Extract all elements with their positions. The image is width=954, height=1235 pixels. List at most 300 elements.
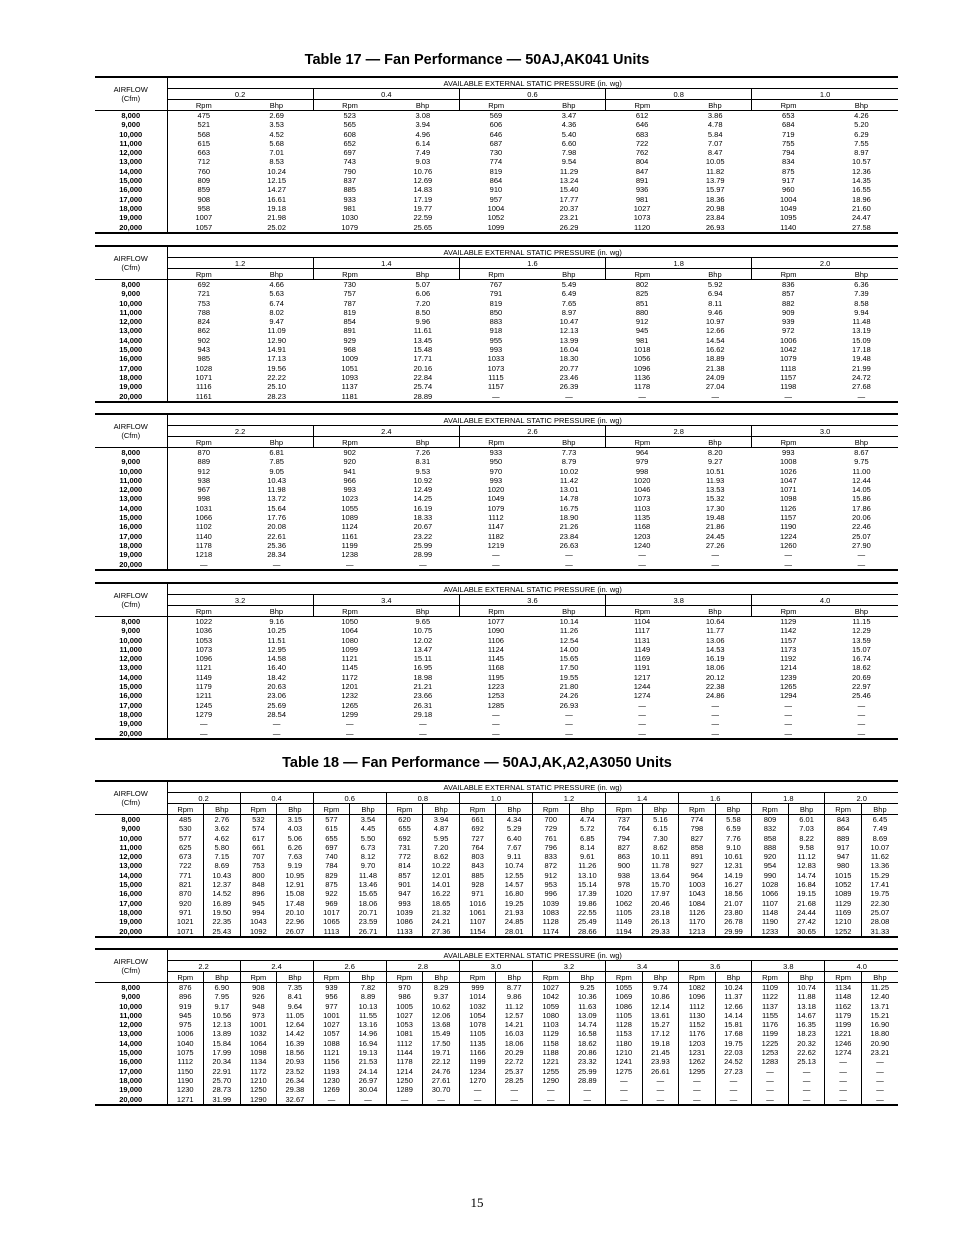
- table-row: [95, 626, 898, 635]
- bhp-cell: 14.78: [559, 494, 579, 504]
- bhp-cell: 16.35: [788, 1020, 825, 1029]
- bhp-cell: 9.10: [715, 843, 752, 852]
- bhp-cell: 20.71: [350, 908, 387, 917]
- rpm-cell: —: [459, 729, 532, 739]
- rpm-cell: 908: [240, 983, 277, 993]
- rpm-cell: 1194: [606, 927, 643, 937]
- bhp-cell: 10.05: [705, 157, 725, 167]
- rpm-cell: 1080: [532, 1011, 569, 1020]
- bhp-cell: 21.98: [267, 213, 287, 223]
- rpm-cell: 1081: [386, 1029, 423, 1038]
- rpm-cell: 1203: [679, 1039, 716, 1048]
- rpm-cell: 978: [606, 880, 643, 889]
- bhp-cell: 14.35: [852, 176, 871, 186]
- airflow-value: 15,000: [95, 513, 167, 522]
- table-row: [95, 522, 898, 531]
- bhp-cell: 13.06: [705, 635, 725, 645]
- bhp-cell: 6.73: [350, 843, 387, 852]
- rpm-cell: 872: [532, 861, 569, 870]
- rpm-cell: 1027: [386, 1011, 423, 1020]
- bhp-header: Bhp: [788, 972, 825, 983]
- rpm-cell: 1157: [780, 635, 797, 645]
- static-pressure-header: AVAILABLE EXTERNAL STATIC PRESSURE (in. wg): [167, 949, 898, 961]
- rpm-cell: —: [492, 719, 500, 729]
- bhp-cell: 16.94: [350, 1039, 387, 1048]
- bhp-cell: 20.46: [642, 899, 679, 908]
- pressure-column-header: 1.6: [459, 258, 605, 269]
- rpm-header: Rpm: [313, 972, 350, 983]
- bhp-cell: 30.04: [350, 1085, 387, 1094]
- bhp-cell: 24.86: [705, 691, 725, 701]
- rpm-cell: 1020: [633, 475, 651, 485]
- rpm-cell: 1096: [195, 654, 213, 664]
- bhp-cell: —: [569, 1095, 606, 1105]
- airflow-label: AIRFLOW: [113, 789, 148, 798]
- rpm-cell: 574: [240, 824, 277, 833]
- rpm-cell: 1069: [606, 992, 643, 1001]
- rpm-cell: 740: [313, 852, 350, 861]
- rpm-cell: 1211: [195, 691, 212, 701]
- rpm-cell: 1271: [167, 1095, 204, 1105]
- bhp-cell: 3.54: [350, 815, 387, 825]
- bhp-cell: 15.48: [413, 345, 433, 355]
- bhp-cell: 10.76: [413, 166, 433, 176]
- table-row: [95, 899, 898, 908]
- bhp-cell: 27.26: [705, 540, 725, 550]
- rpm-cell: 1001: [313, 1011, 350, 1020]
- rpm-cell: 1118: [780, 363, 797, 373]
- bhp-cell: 14.05: [852, 485, 871, 495]
- bhp-cell: 19.13: [350, 1048, 387, 1057]
- airflow-value: 11,000: [95, 645, 167, 654]
- pressure-column-header: 0.6: [459, 89, 605, 100]
- bhp-cell: 7.26: [415, 448, 431, 457]
- bhp-cell: 14.25: [413, 494, 433, 504]
- rpm-cell: 920: [167, 899, 204, 908]
- rpm-cell: 998: [635, 466, 649, 476]
- rpm-cell: 764: [606, 824, 643, 833]
- bhp-cell: 16.90: [861, 1020, 898, 1029]
- bhp-cell: 16.40: [267, 663, 287, 673]
- rpm-cell: 1289: [386, 1085, 423, 1094]
- rpm-cell: 1027: [532, 983, 569, 993]
- airflow-value: 10,000: [95, 467, 167, 476]
- rpm-cell: 1174: [532, 927, 569, 937]
- bhp-cell: 10.02: [559, 466, 579, 476]
- rpm-cell: 947: [825, 852, 862, 861]
- bhp-cell: 18.36: [705, 194, 725, 204]
- bhp-header: Bhp: [679, 437, 752, 448]
- bhp-cell: 8.69: [204, 861, 241, 870]
- rpm-cell: 968: [343, 345, 356, 355]
- airflow-value: 16,000: [95, 354, 167, 363]
- table-17-block-4: [95, 582, 898, 740]
- rpm-cell: 1178: [634, 382, 651, 392]
- rpm-cell: 920: [343, 457, 356, 467]
- bhp-cell: 7.15: [204, 852, 241, 861]
- rpm-cell: 1107: [752, 899, 789, 908]
- rpm-cell: —: [752, 1076, 789, 1085]
- bhp-cell: 9.94: [854, 307, 869, 317]
- bhp-cell: 13.36: [861, 861, 898, 870]
- table-row: [95, 880, 898, 889]
- bhp-cell: 7.55: [854, 138, 869, 148]
- bhp-header: Bhp: [423, 972, 460, 983]
- bhp-cell: 14.53: [705, 644, 725, 654]
- bhp-cell: —: [386, 560, 459, 570]
- rpm-cell: 1131: [634, 635, 651, 645]
- bhp-cell: —: [423, 1095, 460, 1105]
- bhp-cell: 13.59: [852, 635, 871, 645]
- airflow-value: 18,000: [95, 710, 167, 719]
- bhp-cell: 7.20: [423, 843, 460, 852]
- rpm-cell: 1156: [313, 1057, 350, 1066]
- rpm-cell: 971: [459, 889, 496, 898]
- rpm-cell: 864: [489, 176, 503, 186]
- rpm-cell: 848: [240, 880, 277, 889]
- bhp-cell: 19.48: [705, 513, 725, 523]
- airflow-value: 20,000: [95, 560, 167, 570]
- bhp-cell: 14.54: [705, 335, 725, 345]
- table-row: [95, 691, 898, 700]
- bhp-cell: 12.40: [861, 992, 898, 1001]
- bhp-cell: 9.53: [415, 466, 431, 476]
- rpm-cell: 1178: [195, 540, 212, 550]
- bhp-cell: 29.18: [413, 709, 433, 719]
- bhp-cell: 20.06: [852, 513, 871, 523]
- rpm-cell: 1054: [459, 1011, 496, 1020]
- table-row: [95, 280, 898, 290]
- bhp-cell: 22.97: [852, 682, 871, 692]
- rpm-cell: 772: [386, 852, 423, 861]
- bhp-cell: 25.46: [852, 691, 871, 701]
- bhp-cell: 3.62: [204, 824, 241, 833]
- table-row: [95, 645, 898, 654]
- rpm-cell: 697: [313, 843, 350, 852]
- bhp-cell: 6.49: [561, 289, 577, 299]
- rpm-cell: 829: [313, 871, 350, 880]
- bhp-cell: 23.59: [350, 917, 387, 926]
- bhp-cell: 13.46: [350, 880, 387, 889]
- bhp-header: Bhp: [861, 972, 898, 983]
- rpm-cell: 661: [240, 843, 277, 852]
- rpm-cell: 1178: [386, 1057, 423, 1066]
- table-row: [95, 1011, 898, 1020]
- bhp-cell: 22.46: [852, 522, 871, 532]
- table-row: [95, 636, 898, 645]
- bhp-cell: 13.18: [788, 1002, 825, 1011]
- airflow-value: 15,000: [95, 345, 167, 354]
- airflow-value: 16,000: [95, 185, 167, 194]
- bhp-cell: 11.88: [788, 992, 825, 1001]
- rpm-cell: 1221: [532, 1057, 569, 1066]
- airflow-value: 14,000: [95, 871, 167, 880]
- table-row: [95, 326, 898, 335]
- rpm-cell: 1073: [487, 363, 505, 373]
- bhp-cell: 28.01: [496, 927, 533, 937]
- rpm-cell: 1053: [195, 635, 213, 645]
- rpm-cell: 1223: [487, 682, 505, 692]
- bhp-cell: 15.11: [413, 654, 432, 664]
- rpm-cell: 891: [635, 176, 649, 186]
- bhp-cell: 10.24: [715, 983, 752, 993]
- rpm-cell: 1039: [386, 908, 423, 917]
- bhp-cell: 20.10: [277, 908, 314, 917]
- table-row: [95, 824, 898, 833]
- bhp-cell: 5.49: [561, 280, 577, 289]
- table-row: [95, 157, 898, 166]
- rpm-cell: 889: [825, 834, 862, 843]
- rpm-cell: 1071: [195, 372, 213, 382]
- bhp-cell: 8.89: [350, 992, 387, 1001]
- bhp-cell: 5.07: [415, 280, 431, 289]
- bhp-cell: 7.07: [707, 138, 723, 148]
- bhp-cell: 23.32: [569, 1057, 606, 1066]
- bhp-cell: 5.92: [707, 280, 723, 289]
- rpm-cell: 1113: [313, 927, 350, 937]
- airflow-value: 9,000: [95, 626, 167, 635]
- bhp-cell: 16.19: [705, 654, 725, 664]
- rpm-cell: 912: [532, 871, 569, 880]
- pressure-column-header: 3.2: [167, 595, 313, 606]
- bhp-cell: 8.11: [708, 298, 723, 308]
- rpm-cell: 1028: [195, 363, 213, 373]
- pressure-column-header: 3.6: [459, 595, 605, 606]
- bhp-cell: —: [419, 719, 427, 729]
- bhp-cell: 16.80: [496, 889, 533, 898]
- bhp-cell: 8.97: [561, 307, 577, 317]
- rpm-cell: 1193: [313, 1067, 350, 1076]
- bhp-cell: —: [861, 1067, 898, 1076]
- bhp-cell: 4.96: [415, 129, 431, 139]
- bhp-cell: 12.66: [705, 326, 725, 336]
- rpm-header: Rpm: [752, 972, 789, 983]
- bhp-cell: 10.22: [423, 861, 460, 870]
- airflow-value: 20,000: [95, 927, 167, 937]
- rpm-cell: 1126: [679, 908, 716, 917]
- cfm-label: (Cfm): [121, 600, 141, 609]
- bhp-cell: —: [715, 1095, 752, 1105]
- bhp-header: Bhp: [386, 269, 459, 280]
- rpm-cell: 1145: [487, 654, 504, 664]
- bhp-cell: 15.29: [861, 871, 898, 880]
- bhp-cell: 12.15: [267, 176, 287, 186]
- rpm-cell: 1020: [606, 889, 643, 898]
- bhp-cell: 12.83: [788, 861, 825, 870]
- rpm-cell: —: [825, 1076, 862, 1085]
- rpm-cell: —: [606, 1076, 643, 1085]
- rpm-cell: 1036: [195, 626, 213, 636]
- bhp-cell: 31.99: [204, 1095, 241, 1105]
- bhp-cell: 27.58: [825, 223, 898, 233]
- bhp-cell: 10.47: [559, 317, 579, 327]
- rpm-cell: 646: [489, 129, 503, 139]
- rpm-cell: 1059: [532, 1002, 569, 1011]
- rpm-cell: 1295: [679, 1067, 716, 1076]
- bhp-cell: —: [788, 1076, 825, 1085]
- rpm-cell: 1112: [167, 1057, 204, 1066]
- rpm-header: Rpm: [752, 269, 825, 280]
- rpm-cell: 883: [489, 317, 503, 327]
- table-row: [95, 992, 898, 1001]
- bhp-cell: 6.60: [561, 138, 577, 148]
- rpm-cell: 771: [167, 871, 204, 880]
- rpm-cell: 1201: [341, 682, 359, 692]
- bhp-cell: 8.02: [269, 307, 284, 317]
- bhp-cell: 18.42: [267, 672, 287, 682]
- bhp-cell: 11.51: [267, 635, 286, 645]
- rpm-cell: 577: [313, 815, 350, 825]
- table-row: [95, 1020, 898, 1029]
- rpm-cell: 827: [606, 843, 643, 852]
- bhp-cell: 24.44: [788, 908, 825, 917]
- rpm-cell: 834: [782, 157, 795, 167]
- rpm-cell: 1071: [779, 485, 797, 495]
- rpm-cell: 910: [489, 185, 503, 195]
- rpm-cell: 870: [167, 889, 204, 898]
- rpm-header: Rpm: [459, 606, 532, 617]
- bhp-cell: 8.77: [496, 983, 533, 993]
- rpm-cell: 1124: [341, 522, 358, 532]
- rpm-cell: 1262: [679, 1057, 716, 1066]
- table-row: [95, 457, 898, 466]
- rpm-cell: 1052: [825, 880, 862, 889]
- rpm-cell: 655: [386, 824, 423, 833]
- airflow-value: 19,000: [95, 1085, 167, 1094]
- bhp-cell: 4.45: [350, 824, 387, 833]
- rpm-cell: —: [313, 1095, 350, 1105]
- airflow-value: 8,000: [95, 815, 167, 825]
- table-row: [95, 710, 898, 719]
- rpm-cell: 784: [313, 861, 350, 870]
- rpm-cell: 1158: [532, 1039, 569, 1048]
- table-row: [95, 130, 898, 139]
- bhp-header: Bhp: [825, 269, 898, 280]
- bhp-cell: 24.26: [559, 691, 579, 701]
- rpm-cell: —: [784, 700, 793, 710]
- bhp-cell: 7.98: [561, 148, 577, 158]
- rpm-header: Rpm: [167, 804, 204, 815]
- airflow-value: 16,000: [95, 1057, 167, 1066]
- rpm-cell: 790: [343, 166, 356, 176]
- airflow-header: [95, 414, 167, 448]
- rpm-cell: 1162: [825, 1002, 862, 1011]
- bhp-cell: 20.29: [496, 1048, 533, 1057]
- bhp-cell: —: [715, 1085, 752, 1094]
- airflow-value: 13,000: [95, 326, 167, 335]
- rpm-cell: 885: [459, 871, 496, 880]
- bhp-cell: 12.31: [715, 861, 752, 870]
- bhp-cell: 11.55: [350, 1011, 387, 1020]
- bhp-cell: 11.48: [852, 317, 871, 327]
- rpm-cell: 757: [343, 289, 356, 299]
- rpm-cell: 1157: [487, 382, 504, 392]
- bhp-cell: 25.07: [861, 908, 898, 917]
- rpm-header: Rpm: [752, 437, 825, 448]
- rpm-cell: 1064: [341, 626, 359, 636]
- bhp-cell: 20.34: [204, 1057, 241, 1066]
- bhp-cell: 23.52: [277, 1067, 314, 1076]
- rpm-cell: 957: [489, 194, 503, 204]
- bhp-cell: 31.33: [861, 927, 898, 937]
- bhp-cell: 26.78: [715, 917, 752, 926]
- rpm-cell: 1137: [752, 1002, 789, 1011]
- rpm-cell: 1052: [487, 213, 505, 223]
- bhp-header: Bhp: [423, 804, 460, 815]
- bhp-cell: 14.58: [267, 654, 287, 664]
- bhp-cell: 7.03: [788, 824, 825, 833]
- rpm-cell: 1082: [679, 983, 716, 993]
- bhp-cell: —: [386, 729, 459, 739]
- bhp-cell: —: [711, 709, 719, 719]
- table-row: [95, 364, 898, 373]
- rpm-cell: 796: [532, 843, 569, 852]
- pressure-column-header: 1.2: [532, 793, 605, 804]
- bhp-cell: 18.89: [705, 354, 725, 364]
- bhp-cell: —: [642, 1085, 679, 1094]
- rpm-cell: 1279: [195, 709, 213, 719]
- airflow-header: [95, 949, 167, 983]
- bhp-cell: 17.99: [204, 1048, 241, 1057]
- rpm-cell: 1075: [167, 1048, 204, 1057]
- table-row: [95, 167, 898, 176]
- rpm-cell: 933: [489, 448, 503, 457]
- bhp-cell: 7.01: [269, 148, 284, 158]
- rpm-cell: 1033: [487, 354, 505, 364]
- rpm-cell: 1032: [459, 1002, 496, 1011]
- bhp-cell: 19.86: [569, 899, 606, 908]
- rpm-cell: 843: [825, 815, 862, 825]
- rpm-cell: 1006: [167, 1029, 204, 1038]
- bhp-cell: 10.86: [642, 992, 679, 1001]
- rpm-cell: 888: [752, 843, 789, 852]
- rpm-cell: —: [752, 729, 825, 739]
- airflow-value: 11,000: [95, 308, 167, 317]
- rpm-cell: 615: [197, 138, 211, 148]
- rpm-cell: 993: [386, 899, 423, 908]
- airflow-label: AIRFLOW: [113, 254, 148, 263]
- bhp-cell: 7.49: [415, 148, 431, 158]
- bhp-cell: 22.61: [267, 531, 287, 541]
- rpm-cell: 1086: [606, 1002, 643, 1011]
- bhp-cell: 15.86: [852, 494, 871, 504]
- bhp-cell: 5.50: [350, 834, 387, 843]
- bhp-cell: 7.95: [204, 992, 241, 1001]
- bhp-cell: 14.57: [496, 880, 533, 889]
- bhp-header: Bhp: [679, 100, 752, 111]
- rpm-cell: 1246: [825, 1039, 862, 1048]
- rpm-header: Rpm: [606, 804, 643, 815]
- table-row: [95, 382, 898, 391]
- airflow-value: 9,000: [95, 824, 167, 833]
- bhp-cell: 5.72: [569, 824, 606, 833]
- rpm-cell: 993: [489, 475, 503, 485]
- rpm-cell: 882: [782, 298, 795, 308]
- bhp-cell: 9.75: [854, 457, 869, 467]
- bhp-cell: 16.39: [277, 1039, 314, 1048]
- table-row: [95, 1095, 898, 1105]
- rpm-cell: 971: [167, 908, 204, 917]
- rpm-cell: 1083: [532, 908, 569, 917]
- rpm-cell: 863: [606, 852, 643, 861]
- bhp-cell: 25.69: [267, 700, 287, 710]
- bhp-header: Bhp: [496, 804, 533, 815]
- bhp-cell: 6.90: [204, 983, 241, 993]
- bhp-cell: —: [788, 1095, 825, 1105]
- rpm-header: Rpm: [606, 606, 679, 617]
- bhp-cell: 28.54: [267, 709, 287, 719]
- bhp-cell: 21.60: [852, 203, 871, 213]
